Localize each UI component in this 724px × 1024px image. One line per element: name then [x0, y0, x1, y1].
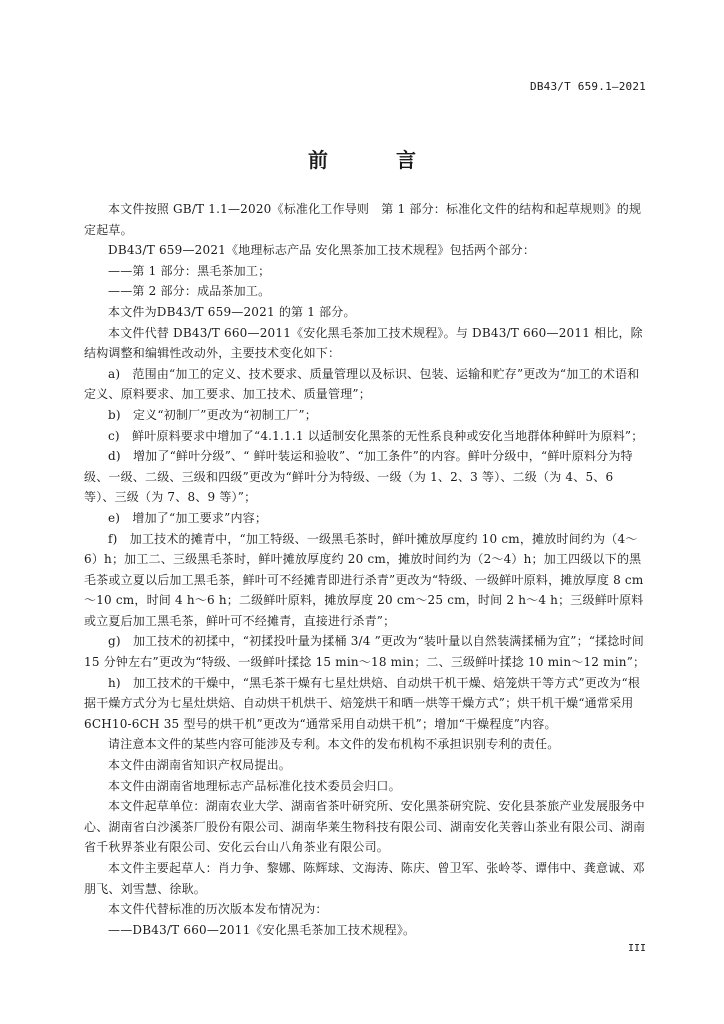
paragraph: DB43/T 659—2021《地理标志产品 安化黑茶加工技术规程》包括两个部分：: [108, 243, 536, 258]
paragraph: 本文件主要起草人：肖力争、黎娜、陈辉球、文海涛、陈庆、曾卫军、张岭苓、谭伟中、龚意诚、邓朋飞、刘雪慧、徐耿。: [84, 861, 645, 896]
list-item: g) 加工技术的初揉中，“初揉投叶量为揉桶 3/4 ”更改为“装叶量以自然装满揉桶为宜”；“揉捻时间 15 分钟左右”更改为“特级、一级鲜叶揉捻 15 min～18 min；二、三级鲜叶揉捻 10 min～12 min”；: [84, 634, 646, 670]
paragraph: 本文件按照 GB/T 1.1—2020《标准化工作导则 第 1 部分：标准化文件的结构和起草规则》的规定起草。: [84, 202, 642, 237]
list-item: ——第 1 部分：黑毛茶加工；: [108, 263, 271, 278]
paragraph: 本文件由湖南省地理标志产品标准化技术委员会归口。: [108, 778, 401, 793]
list-item: ——第 2 部分：成品茶加工。: [108, 284, 271, 299]
standard-code: DB43/T 659.1—2021: [530, 80, 646, 93]
paragraph: 本文件起草单位：湖南农业大学、湖南省茶叶研究所、安化黑茶研究院、安化县茶旅产业发展服务中心、湖南省白沙溪茶厂股份有限公司、湖南华莱生物科技有限公司、湖南安化芙蓉山茶业有限公司、湖南省千秋界茶业有限公司、安化云台山八角茶业有限公司。: [84, 799, 646, 855]
list-item: c) 鲜叶原料要求中增加了“4.1.1.1 以适制安化黑茶的无性系良种或安化当地群体种鲜叶为原料”；: [108, 428, 644, 443]
paragraph: 本文件代替标准的历次版本发布情况为：: [108, 902, 328, 917]
list-item: a) 范围由“加工的定义、技术要求、质量管理以及标识、包装、运输和贮存”更改为“加工的术语和定义、原料要求、加工要求、加工技术、质量管理”；: [84, 366, 640, 402]
paragraph: 本文件由湖南省知识产权局提出。: [108, 758, 292, 773]
foreword-body: [84, 199, 646, 940]
list-item: f) 加工技术的摊青中，“加工特级、一级黑毛茶时，鲜叶摊放厚度约 10 cm，摊放时间约为（4～6）h；加工二、三级黑毛茶时，鲜叶摊放厚度约 20 cm，摊放时间约为（2～4）h；加工四级以下的黑毛茶或立夏以后加工黑毛茶，鲜叶可不经摊青即进行杀青”更改为“特级、一级鲜叶原料，摊放厚度 8 cm～10 cm，时间 4 h～6 h；二级鲜叶原料，摊放厚度 20 cm～25 cm，时间 2 h～4 h；三级鲜叶原料或立夏后加工黑毛茶，鲜叶可不经摊青，直接进行杀青”；: [84, 531, 644, 628]
page-number: III: [627, 943, 646, 954]
paragraph: 本文件为DB43/T 659—2021 的第 1 部分。: [108, 304, 356, 319]
paragraph: 本文件代替 DB43/T 660—2011《安化黑毛茶加工技术规程》。与 DB43/T 660—2011 相比，除结构调整和编辑性改动外，主要技术变化如下：: [84, 325, 643, 361]
paragraph: 请注意本文件的某些内容可能涉及专利。本文件的发布机构不承担识别专利的责任。: [108, 737, 560, 752]
page-title: 前 言: [308, 148, 440, 172]
list-item: e) 增加了“加工要求”内容；: [108, 510, 268, 525]
list-item: ——DB43/T 660—2011《安化黑毛茶加工技术规程》。: [108, 922, 416, 937]
list-item: h) 加工技术的干燥中，“黑毛茶干燥有七星灶烘焙、自动烘干机干燥、焙笼烘干等方式”更改为“根据干燥方式分为七星灶烘焙、自动烘干机烘干、焙笼烘干和晒一烘等干燥方式”；烘干机干燥“通常采用 6CH10-6CH 35 型号的烘干机”更改为“通常采用自动烘干机”；增加“干燥程度”内容。: [84, 675, 641, 731]
list-item: b) 定义“初制厂”更改为“初制工厂”；: [108, 407, 317, 422]
list-item: d) 增加了“鲜叶分级”、“ 鲜叶装运和验收”、“加工条件”的内容。鲜叶分级中，“鲜叶原料分为特级、一级、二级、三级和四级”更改为“鲜叶分为特级、一级（为 1、2、3 等）、二级（为 4、5、6 等）、三级（为 7、8、9 等）”；: [84, 449, 633, 505]
